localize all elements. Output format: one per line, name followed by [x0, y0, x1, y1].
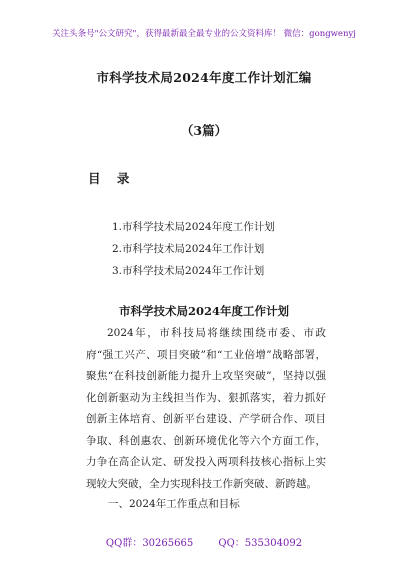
- toc-item[interactable]: 1.市科学技术局2024年度工作计划: [112, 221, 275, 233]
- toc-item[interactable]: 3.市科学技术局2024年工作计划: [112, 265, 265, 277]
- header-banner: 关注头条号"公文研究"，获得最新最全最专业的公文资料库！ 微信：gongwenyj: [52, 29, 356, 39]
- toc-heading: 目 录: [88, 171, 136, 186]
- toc-item[interactable]: 2.市科学技术局2024年工作计划: [112, 243, 265, 255]
- footer-contact: [0, 534, 408, 549]
- document-count: （3篇）: [180, 123, 228, 138]
- section-subheading: 一、2024年工作重点和目标: [108, 498, 240, 510]
- body-paragraph: 2024年，市科技局将继续围绕市委、市政府“强工兴产、项目突破”和“工业倍增”战略部署，聚焦“在科技创新能力提升上攻坚突破”，坚持以强化创新驱动为主线担当作为、狠抓落实，着力抓好创新主体培育、创新平台建设、产学研合作、项目争取、科创惠农、创新环境优化等六个方面工作，力争在高企认定、研发投入两项科技核心指标上实现较大突破，全力实现科技工作新突破、新跨越。: [86, 327, 326, 490]
- toc-list: [112, 216, 275, 282]
- footer-qq-number: QQ：535304092: [218, 538, 303, 549]
- footer-qq-group: QQ群：30265665: [105, 538, 194, 549]
- document-title: 市科学技术局2024年度工作计划汇编: [96, 70, 312, 85]
- section-title: 市科学技术局2024年度工作计划: [118, 304, 289, 318]
